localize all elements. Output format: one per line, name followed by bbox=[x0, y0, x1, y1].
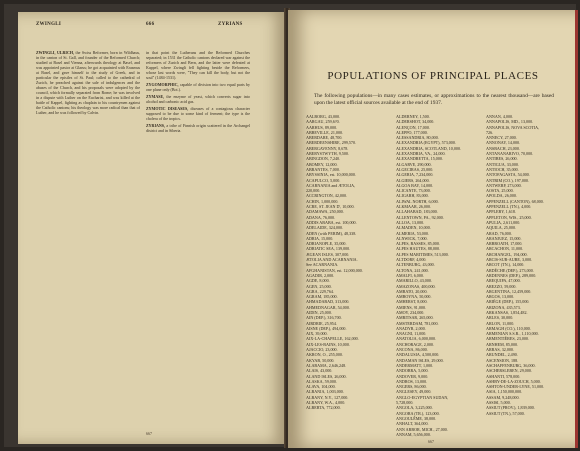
population-entry: AISNE (DEP.), 494,000. bbox=[306, 325, 347, 331]
population-entry: ANTOFAGASTA, 54,000. bbox=[486, 172, 530, 178]
population-entry: APPENZELL (TN.), 4,000. bbox=[486, 204, 532, 210]
population-entry: AIRDRIE, 25,954. bbox=[306, 320, 337, 326]
right-page-footer: 667 bbox=[428, 439, 434, 444]
population-entry: APPENZELL (CANTON), 68,000. bbox=[486, 198, 544, 204]
population-entry: ALICANTE, 73,000. bbox=[396, 188, 431, 194]
book-spread bbox=[4, 4, 576, 447]
population-entry: ALBANY, N.Y., 127,000. bbox=[306, 394, 349, 400]
population-entry: ALEXANDRIA (EGYPT), 573,000. bbox=[396, 140, 456, 146]
population-entry: AKYAB, 50,000. bbox=[306, 357, 335, 363]
population-entry: ARMENIAN S.S.R., 1,110,000. bbox=[486, 331, 539, 337]
population-entry: ANNAN, 4,000. bbox=[486, 114, 514, 119]
population-entry: ADEN (with PERIM), 48,338. bbox=[306, 230, 357, 236]
population-entry: ALGARVE, 290,000. bbox=[396, 161, 432, 167]
population-entry: AIDIN, 25,000. bbox=[306, 309, 332, 315]
population-entry: AQUILA, 25,000. bbox=[486, 225, 517, 231]
population-entry: AGEN, 25,000. bbox=[306, 283, 332, 289]
population-entry: AGDE, 8,000. bbox=[306, 278, 330, 284]
population-entry: ALNWICK, 7,000. bbox=[396, 235, 428, 241]
left-running-head-right: ZYRIANS bbox=[218, 22, 243, 27]
left-page-number: 666 bbox=[146, 22, 155, 27]
population-entry: ANDOVER, 9,000. bbox=[396, 373, 429, 379]
population-entry: ARDÈCHE (DEP.), 273,000. bbox=[486, 267, 534, 273]
population-entry: ASCENSION, 188. bbox=[486, 357, 519, 363]
population-entry: APOLDA, 26,000. bbox=[486, 193, 517, 199]
population-entry: ALBANY, W.A., 4,000. bbox=[306, 400, 346, 406]
population-entry: AARGAU, 259,6?0. bbox=[306, 119, 340, 125]
population-entry: ANTIGUA, 33,000. bbox=[486, 161, 519, 167]
population-entry: ADANA, 76,000. bbox=[306, 214, 336, 220]
left-column-b bbox=[146, 50, 250, 135]
population-entry: AIX-LA-CHAPELLE, 162,000. bbox=[306, 336, 359, 342]
population-column-3 bbox=[486, 114, 564, 416]
population-entry: ARIÈGE (DEP.), 155,000. bbox=[486, 299, 530, 305]
population-entry: ASIA, 1,150,000,000. bbox=[486, 389, 523, 395]
population-entry: ANHALT, 364,000. bbox=[396, 421, 429, 427]
population-entry: AFGHANISTAN, est. 12,000,000. bbox=[306, 267, 363, 273]
population-entry: ALGOA BAY, 14,000. bbox=[396, 182, 434, 188]
population-entry: AGADIR, 2,000. bbox=[306, 272, 335, 278]
population-entry: ARRAS, 32,000. bbox=[486, 347, 514, 353]
population-entry: ALEXANDRIA, VA., 24,000. bbox=[396, 151, 446, 157]
entry-headword: ZWINGLI, ULRICH, bbox=[36, 50, 74, 55]
population-entry: ANNAPOLIS, MD., 13,000. bbox=[486, 119, 534, 125]
population-entry: ALLAHABAD, 183,000. bbox=[396, 209, 438, 215]
population-entry: ANSBACH, 23,000. bbox=[486, 145, 520, 151]
population-entry: ANADYR, 2,000. bbox=[396, 325, 426, 331]
population-entry: ALBERTA, 772,000. bbox=[306, 405, 341, 411]
population-entry: ALBANIA, 1,003,000. bbox=[306, 389, 344, 395]
population-entry: ALTDORF, 4,000. bbox=[396, 257, 427, 263]
left-page bbox=[18, 12, 286, 444]
population-entry: AMSTERDAM, 781,000. bbox=[396, 320, 439, 326]
population-entry: ALESSANDRIA, 80,000. bbox=[396, 135, 439, 141]
population-entry: ALDERSHOT, 34,000. bbox=[396, 119, 435, 125]
population-entry: ALIWAL NORTH, 6,000. bbox=[396, 198, 439, 204]
population-entry: AHMEDNAGAR, 54,000. bbox=[306, 304, 350, 310]
population-entry: ASCHAFFENBURG, 36,000. bbox=[486, 362, 536, 368]
population-entry: See ACARNANIA. bbox=[306, 262, 339, 268]
entry-paragraph bbox=[146, 82, 250, 92]
population-entry: AKRON, O., 255,000. bbox=[306, 352, 343, 358]
population-entry: ADDIS ABABA, est. 100,000. bbox=[306, 219, 357, 225]
population-entry: ABOMEY, 12,000. bbox=[306, 161, 338, 167]
entry-text: the Swiss Reformer, born in Wildhaus, in the canton of St. Gall, and founder of the Reformed Church; studied at Basel and Vienna, afterwards theology at Basel, and was appointed pastor at Glarus; he got acquainted with Erasmus at Basel, and gave himself to the study of Greek, and in particular the epistles of St. Paul; called to the cathedral of Zurich, he preached against the sale of indulgences and the abuses of the Church, and his proposals were adopted by the council, which formally separated from Rome; he was involved in a dispute with Luther on the Eucharist, and was killed at the battle of Kappel, fighting as chaplain to his countrymen against the Catholic cantons; his theology was more radical than that of Luther, and he was followed by Calvin. bbox=[36, 50, 140, 115]
population-entry: ADRIATIC SEA, 139,000. bbox=[306, 246, 351, 252]
population-entry: ALABAMA, 2,646,248. bbox=[306, 362, 347, 368]
population-entry: ACAPULCO, 5,000. bbox=[306, 177, 341, 183]
population-entry: AALBORG, 43,000. bbox=[306, 114, 341, 119]
population-entry: ANGOLA, 3,225,000. bbox=[396, 405, 433, 411]
population-entry: ANDALUSIA, 4,500,000. bbox=[396, 352, 440, 358]
population-entry: ACCRINGTON, 42,000. bbox=[306, 193, 348, 199]
population-entry: ADRIA, 15,000. bbox=[306, 235, 334, 241]
population-entry: ARCOT (TN.), 14,000. bbox=[486, 262, 525, 268]
population-entry: AGRAM, 185,000. bbox=[306, 294, 338, 300]
page-title: POPULATIONS OF PRINCIPAL PLACES bbox=[327, 70, 539, 82]
population-entry: ARKANSAS, 1,854,482. bbox=[486, 309, 528, 315]
entry-text: a tribe of Finnish origin scattered in the Archangel district and in Siberia. bbox=[146, 123, 250, 133]
population-entry: ASSISI, 5,000. bbox=[486, 400, 511, 406]
right-page bbox=[288, 10, 578, 448]
population-entry: ARGOS, 13,000. bbox=[486, 294, 515, 300]
population-entry: ALPES HAUTES, 88,000. bbox=[396, 246, 441, 252]
population-entry: ALLENTOWN, PA., 92,000. bbox=[396, 214, 444, 220]
population-entry: ABERGAVENNY, 8,678. bbox=[306, 145, 349, 151]
population-column-1 bbox=[306, 114, 384, 411]
population-entry: ALENÇON, 17,000. bbox=[396, 124, 430, 130]
entry-text: diseases of a contagious character supposed to be due to some kind of ferment; the type is the cholera of the tropics. bbox=[146, 106, 251, 121]
population-entry: AMIENS, 91,000. bbox=[396, 304, 427, 310]
population-entry: ANN ARBOR, MICH., 27,000. bbox=[396, 426, 448, 432]
entry-paragraph bbox=[146, 94, 250, 104]
population-entry: AGRA, 229,764. bbox=[306, 288, 334, 294]
population-entry: ACHIN, 1,000,000. bbox=[306, 198, 339, 204]
population-entry: ALTONA, 241,000. bbox=[396, 267, 429, 273]
population-entry: AMRITSAR, 265,000. bbox=[396, 315, 434, 321]
population-entry: ARMAGH (CO.), 110,000. bbox=[486, 325, 531, 331]
population-entry: ANGORA (TR.), 123,000. bbox=[396, 410, 440, 416]
population-entry: ARCHANGEL, 194,000. bbox=[486, 251, 528, 257]
left-page-footer: 667 bbox=[146, 431, 152, 436]
population-entry: ARUNDEL, 2,490. bbox=[486, 352, 518, 358]
population-entry: ARIZONA, 435,573. bbox=[486, 304, 521, 310]
population-entry: ANTIBES, 26,000. bbox=[486, 156, 518, 162]
population-entry: ANATOLIA, 6,000,000. bbox=[396, 336, 437, 342]
population-entry: ALASKA, 59,000. bbox=[306, 378, 337, 384]
population-entry: ARLES, 30,000. bbox=[486, 315, 514, 321]
population-entry: ALPES MARITIMES, 513,000. bbox=[396, 251, 449, 257]
population-entry: ALAVA, 104,000. bbox=[306, 384, 336, 390]
population-entry: AREQUIPA, 47,000. bbox=[486, 278, 521, 284]
population-entry: ARCACHON, 11,000. bbox=[486, 246, 524, 252]
population-entry: APPLEBY, 1,618. bbox=[486, 209, 516, 215]
population-entry: ANAGNI, 11,000. bbox=[396, 331, 427, 337]
population-entry: ANDERMATT, 1,000. bbox=[396, 362, 434, 368]
population-entry: AOSTA, 25,000. bbox=[486, 188, 514, 194]
population-entry: ALDERNEY, 1,500. bbox=[396, 114, 430, 119]
population-entry: AIX, 39,000. bbox=[306, 331, 328, 337]
population-entry: AMALFI, 6,000. bbox=[396, 272, 424, 278]
population-entry: 5,728,000. bbox=[396, 400, 414, 406]
population-entry: ACARNANIA and ÆTOLIA, bbox=[306, 182, 356, 188]
population-entry: ALMERIA, 53,000. bbox=[396, 230, 429, 236]
population-entry: AJACCIO, 23,000. bbox=[306, 347, 338, 353]
population-entry: ASSIUT (PROV.), 1,839,000. bbox=[486, 405, 535, 411]
intro-paragraph: The following populations—in many cases estimates, or approximations to the nearest thousand—are based upon the latest official sources available at the end of 1937. bbox=[314, 93, 554, 106]
population-entry: AHMADABAD, 313,000. bbox=[306, 299, 350, 305]
population-entry: AMBATO, 20,000. bbox=[396, 288, 428, 294]
population-entry: ADRIANOPLE, 35,000. bbox=[306, 241, 347, 247]
population-entry: ASCHERSLEBEN, 29,000. bbox=[486, 368, 532, 374]
entry-text: in that point the Lutherans and the Reformed Churches separated; in 1531 the Catholic cantons declared war against the reformers of Zurich and Bern, and the latter were defeated at Kappel, where Zwingli fell fighting beside the Reformers, whose last words were, "They can kill the body, but not the soul" (1484-1531). bbox=[146, 50, 250, 80]
entry-headword: ZYMASE, bbox=[146, 94, 165, 99]
population-entry: ARGENTINA, 12,459,000. bbox=[486, 288, 532, 294]
entry-headword: ZYGOMORPHIC, bbox=[146, 82, 179, 87]
population-entry: ASSAM, 9,248,000. bbox=[486, 394, 520, 400]
population-entry: ALEPPO, 177,000. bbox=[396, 129, 428, 135]
population-entry: ASSIUT (TN.), 57,000. bbox=[486, 410, 525, 416]
population-entry: ÆTOLIA AND ACARNANIA. bbox=[306, 257, 358, 263]
population-entry: ANGLO-EGYPTIAN SUDAN, bbox=[396, 394, 449, 400]
population-entry: ANTIOCH, 35,000. bbox=[486, 166, 519, 172]
population-entry: ANGERS, 86,000. bbox=[396, 384, 427, 390]
population-entry: ABERYSTWYTH, 9,500. bbox=[306, 151, 349, 157]
population-entry: AMARILLO, 43,000. bbox=[396, 278, 432, 284]
population-entry: ARNHEM, 85,000. bbox=[486, 341, 519, 347]
population-entry: ARLON, 11,000. bbox=[486, 320, 515, 326]
entry-paragraph bbox=[36, 50, 140, 115]
population-entry: ALGIERS, 264,000. bbox=[396, 177, 430, 183]
population-entry: APULIA, 2,611,000. bbox=[486, 219, 521, 225]
population-entry: ADAMAWA, 250,000. bbox=[306, 209, 344, 215]
population-entry: ALAND ISLES, 26,000. bbox=[306, 373, 347, 379]
entry-text: the enzyme of yeast, which converts sugar into alcohol and carbonic acid gas. bbox=[146, 94, 251, 104]
entry-headword: ZYRIANS, bbox=[146, 123, 166, 128]
population-entry: AMBOYNA, 50,000. bbox=[396, 294, 432, 300]
population-entry: ABERDARE, 48,700. bbox=[306, 135, 343, 141]
population-entry: ANDAMAN ISLES, 29,000. bbox=[396, 357, 444, 363]
population-entry: ALEXANDRIA, SCOTLAND, 10,000. bbox=[396, 145, 462, 151]
entry-headword: ZYMOTIC DISEASES, bbox=[146, 106, 189, 111]
population-entry: 220,000. bbox=[306, 188, 321, 194]
population-entry: ANGOULÊME, 38,000. bbox=[396, 415, 437, 421]
population-entry: ALTENBURG, 43,000. bbox=[396, 262, 435, 268]
population-entry: ALLOA, 13,000. bbox=[396, 219, 425, 225]
left-column-a bbox=[36, 50, 140, 117]
population-entry: ARCIS-SUR-AUBE, 3,000. bbox=[486, 257, 533, 263]
population-entry: AMHERST, 8,000. bbox=[396, 299, 428, 305]
population-entry: 726. bbox=[486, 129, 494, 135]
population-entry: ALKMAAR, 26,000. bbox=[396, 204, 432, 210]
population-entry: ANNAM, 5,656,000. bbox=[396, 431, 431, 437]
population-entry: ÆGEAN ISLES, 307,000. bbox=[306, 251, 350, 257]
population-entry: ALPES, BASSES, 85,000. bbox=[396, 241, 440, 247]
population-entry: ALAIS, 43,000. bbox=[306, 368, 333, 374]
population-entry: ANTWERP, 273,000. bbox=[486, 182, 522, 188]
left-running-head-left: ZWINGLI bbox=[36, 22, 62, 27]
population-entry: ADELAIDE, 324,000. bbox=[306, 225, 344, 231]
population-entry: ANNECY, 27,000. bbox=[486, 135, 517, 141]
entry-paragraph bbox=[146, 50, 250, 80]
population-entry: ABBEVILLE, 21,000. bbox=[306, 129, 344, 135]
population-entry: ASHTON-UNDER-LYNE, 51,000. bbox=[486, 384, 545, 390]
population-entry: ALEXANDRETTA, 15,000. bbox=[396, 156, 443, 162]
population-entry: ANDROS, 13,000. bbox=[396, 378, 428, 384]
population-column-2 bbox=[396, 114, 474, 437]
population-entry: ANGLESEY, 49,000. bbox=[396, 389, 432, 395]
population-entry: ANTANANARIVO, 70,000. bbox=[486, 151, 534, 157]
population-entry: ARAD, 76,000. bbox=[486, 230, 512, 236]
population-entry: ABYSSINIA, est. 10,000,000. bbox=[306, 172, 356, 178]
population-entry: ARANJUEZ, 15,000. bbox=[486, 235, 522, 241]
population-entry: ABRANTES, 7,000. bbox=[306, 166, 340, 172]
population-entry: AREZZO, 59,000. bbox=[486, 283, 517, 289]
population-entry: ABERDEENSHIRE, 299,570. bbox=[306, 140, 357, 146]
entry-paragraph bbox=[146, 106, 250, 121]
population-entry: APPLETON, WIS., 25,000. bbox=[486, 214, 532, 220]
entry-text: capable of division into two equal parts by one plane only (Bot.). bbox=[146, 82, 250, 92]
population-entry: ANCHORAGE, 2,000. bbox=[396, 341, 434, 347]
entry-paragraph bbox=[146, 123, 250, 133]
population-entry: ANTRIM (CO.), 197,000. bbox=[486, 177, 529, 183]
population-entry: AARHUS, 89,000. bbox=[306, 124, 338, 130]
population-entry: ALGECIRAS, 25,000. bbox=[396, 166, 434, 172]
population-entry: ASHBY-DE-LA-ZOUCH, 5,000. bbox=[486, 378, 541, 384]
population-entry: ANNONAY, 14,000. bbox=[486, 140, 521, 146]
population-entry: ANNAPOLIS, NOVA SCOTIA, bbox=[486, 124, 540, 130]
population-entry: ARMENTIÈRES, 23,000. bbox=[486, 336, 529, 342]
population-entry: AMAZONAS, 400,000. bbox=[396, 283, 436, 289]
population-entry: ALGERIA, 7,234,000. bbox=[396, 172, 434, 178]
population-entry: ACRE, ST. JEAN D', 10,000. bbox=[306, 204, 355, 210]
population-entry: ASHANTI, 578,000. bbox=[486, 373, 521, 379]
population-entry: AIX-LES-BAINS, 10,000. bbox=[306, 341, 350, 347]
population-entry: ABINGDON, 7,240. bbox=[306, 156, 341, 162]
population-entry: ALIGARH, 83,000. bbox=[396, 193, 429, 199]
population-entry: ANCONA, 86,000. bbox=[396, 347, 428, 353]
population-entry: ALMADEN, 10,000. bbox=[396, 225, 431, 231]
population-entry: ARBROATH, 17,000. bbox=[486, 241, 523, 247]
population-entry: AMOY, 234,000. bbox=[396, 309, 425, 315]
population-entry: ARDENNES (DEP.), 289,000. bbox=[486, 272, 537, 278]
population-entry: ANDORRA, 5,000. bbox=[396, 368, 429, 374]
population-entry: AIN (DEP.), 316,700. bbox=[306, 315, 342, 321]
